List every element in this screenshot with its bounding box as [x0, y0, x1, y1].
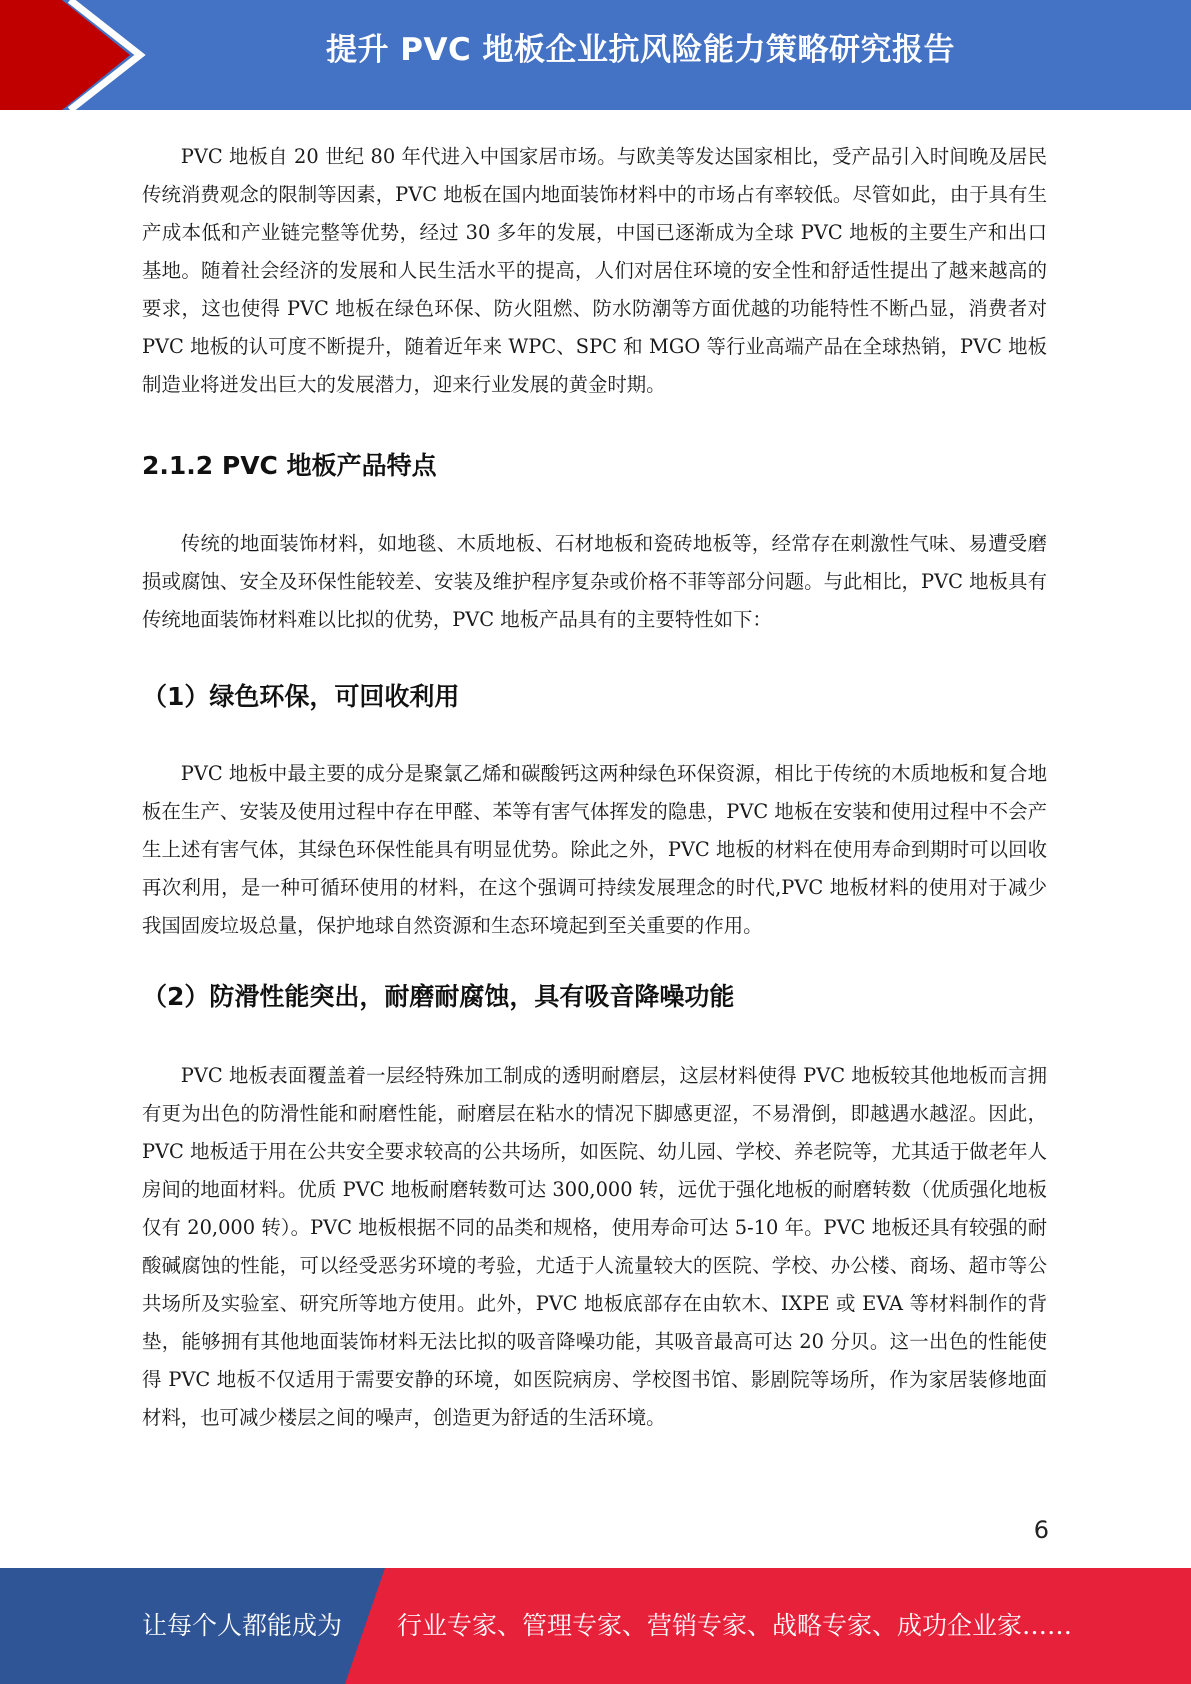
page-footer — [0, 1568, 1191, 1684]
subheading-anti-slip: （2）防滑性能突出，耐磨耐腐蚀，具有吸音降噪功能 — [142, 982, 735, 1011]
paragraph-eco-friendly: PVC 地板中最主要的成分是聚氯乙烯和碳酸钙这两种绿色环保资源，相比于传统的木质地板和复合地板在生产、安装及使用过程中存在甲醛、苯等有害气体挥发的隐患，PVC 地板在安装和使用过程中不会产生上述有害气体，其绿色环保性能具有明显优势。除此之外，PVC 地板的材料在使用寿命到期时可以回收再次利用，是一种可循环使用的材料，在这个强调可持续发展理念的时代,PVC 地板材料的使用对于减少我国固废垃圾总量，保护地球自然资源和生态环境起到至关重要的作用。 — [142, 762, 1047, 937]
paragraph-intro: PVC 地板自 20 世纪 80 年代进入中国家居市场。与欧美等发达国家相比，受产品引入时间晚及居民传统消费观念的限制等因素，PVC 地板在国内地面装饰材料中的市场占有率较低。尽管如此，由于具有生产成本低和产业链完整等优势，经过 30 多年的发展，中国已逐渐成为全球 PVC 地板的主要生产和出口基地。随着社会经济的发展和人民生活水平的提高，人们对居住环境的安全性和舒适性提出了越来越高的要求，这也使得 PVC 地板在绿色环保、防火阻燃、防水防潮等方面优越的功能特性不断凸显，消费者对 PVC 地板的认可度不断提升，随着近年来 WPC、SPC 和 MGO 等行业高端产品在全球热销，PVC 地板制造业将迸发出巨大的发展潜力，迎来行业发展的黄金时期。 — [142, 145, 1047, 396]
footer-slogan-right: 行业专家、管理专家、营销专家、战略专家、成功企业家…… — [397, 1611, 1073, 1640]
page-number: 6 — [1033, 1516, 1049, 1544]
footer-slogan-left: 让每个人都能成为 — [142, 1611, 343, 1640]
section-heading-2-1-2: 2.1.2 PVC 地板产品特点 — [142, 451, 437, 480]
document-body — [142, 130, 1047, 1437]
subheading-eco-friendly: （1）绿色环保，可回收利用 — [142, 682, 460, 711]
header-arrow-decoration — [0, 0, 160, 110]
page-header — [0, 0, 1191, 110]
paragraph-features-intro: 传统的地面装饰材料，如地毯、木质地板、石材地板和瓷砖地板等，经常存在刺激性气味、易遭受磨损或腐蚀、安全及环保性能较差、安装及维护程序复杂或价格不菲等部分问题。与此相比，PVC 地板具有传统地面装饰材料难以比拟的优势，PVC 地板产品具有的主要特性如下： — [142, 532, 1047, 631]
report-title: 提升 PVC 地板企业抗风险能力策略研究报告 — [325, 32, 956, 68]
paragraph-anti-slip: PVC 地板表面覆盖着一层经特殊加工制成的透明耐磨层，这层材料使得 PVC 地板较其他地板而言拥有更为出色的防滑性能和耐磨性能，耐磨层在粘水的情况下脚感更涩，不易滑倒，即越遇水越涩。因此，PVC 地板适于用在公共安全要求较高的公共场所，如医院、幼儿园、学校、养老院等，尤其适于做老年人房间的地面材料。优质 PVC 地板耐磨转数可达 300,000 转，远优于强化地板的耐磨转数（优质强化地板仅有 20,000 转）。PVC 地板根据不同的品类和规格，使用寿命可达 5-10 年。PVC 地板还具有较强的耐酸碱腐蚀的性能，可以经受恶劣环境的考验，尤适于人流量较大的医院、学校、办公楼、商场、超市等公共场所及实验室、研究所等地方使用。此外，PVC 地板底部存在由软木、IXPE 或 EVA 等材料制作的背垫，能够拥有其他地面装饰材料无法比拟的吸音降噪功能，其吸音最高可达 20 分贝。这一出色的性能使得 PVC 地板不仅适用于需要安静的环境，如医院病房、学校图书馆、影剧院等场所，作为家居装修地面材料，也可减少楼层之间的噪声，创造更为舒适的生活环境。 — [142, 1064, 1047, 1429]
